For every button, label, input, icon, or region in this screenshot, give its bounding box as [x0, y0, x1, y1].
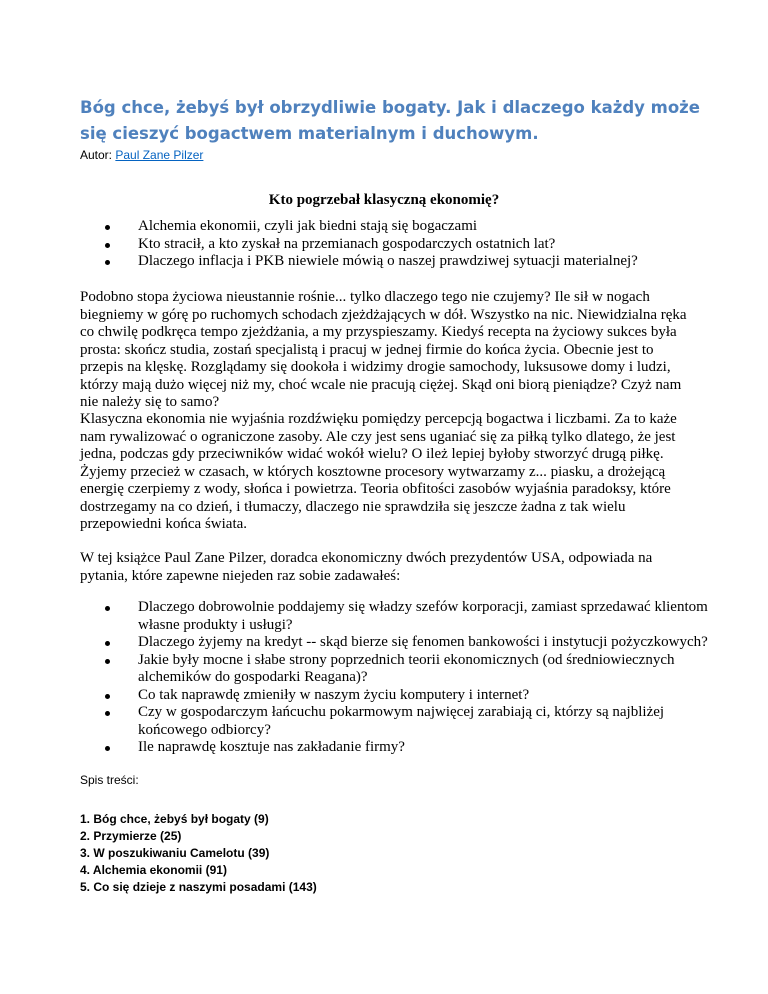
- list-item: Dlaczego dobrowolnie poddajemy się władzy szefów korporacji, zamiast sprzedawać klientom własne produkty i usługi?: [138, 599, 718, 634]
- toc-item: 2. Przymierze (25): [80, 829, 182, 843]
- paragraph: W tej książce Paul Zane Pilzer, doradca ekonomiczny dwóch prezydentów USA, odpowiada na pytania, które zapewne niejeden raz sobie zadawałeś:: [80, 550, 653, 584]
- author-line: [80, 147, 203, 163]
- list-item: Kto stracił, a kto zyskał na przemianach gospodarczych ostatnich lat?: [138, 236, 718, 254]
- toc-item: 3. W poszukiwaniu Camelotu (39): [80, 846, 270, 860]
- list-item: Dlaczego inflacja i PKB niewiele mówią o naszej prawdziwej sytuacji materialnej?: [138, 253, 718, 271]
- table-of-contents: [80, 811, 317, 896]
- toc-item: 1. Bóg chce, żebyś był bogaty (9): [80, 812, 269, 826]
- question-bullet-list: [80, 599, 718, 757]
- toc-label: Spis treści:: [80, 773, 139, 787]
- list-item: Ile naprawdę kosztuje nas zakładanie firmy?: [138, 739, 718, 757]
- paragraph: Podobno stopa życiowa nieustannie rośnie... tylko dlaczego tego nie czujemy? Ile sił w nogach biegniemy w górę po ruchomych schodach zjeżdżających w dół. Wszystko na nic. Niewidzialna ręka co chwilę podkręca tempo zjeżdżania, a my przyspieszamy. Kiedyś recepta na życiowy sukces była prosta: skończ studia, zostań specjalistą i pracuj w jednej firmie do końca życia. Obecnie jest to przepis na klęskę. Rozglądamy się dookoła i widzimy drogie samochody, luksusowe domy i ludzi, którzy mają dużo więcej niż my, choć wcale nie pracują ciężej. Skąd oni biorą pieniądze? Czyż nam nie należy się to samo?: [80, 289, 687, 410]
- document-title: Bóg chce, żebyś był obrzydliwie bogaty. Jak i dlaczego każdy może się cieszyć bogactwem materialnym i duchowym.: [80, 98, 700, 143]
- list-item: Co tak naprawdę zmieniły w naszym życiu komputery i internet?: [138, 687, 718, 705]
- list-item: Jakie były mocne i słabe strony poprzednich teorii ekonomicznych (od średniowiecznych alchemików do gospodarki Reagana)?: [138, 652, 718, 687]
- author-link[interactable]: Paul Zane Pilzer: [115, 148, 204, 162]
- list-item: Dlaczego żyjemy na kredyt -- skąd bierze się fenomen bankowości i instytucji pożyczkowych?: [138, 634, 718, 652]
- toc-item: 5. Co się dzieje z naszymi posadami (143): [80, 880, 317, 894]
- list-item: Alchemia ekonomii, czyli jak biedni stają się bogaczami: [138, 218, 718, 236]
- paragraph: Klasyczna ekonomia nie wyjaśnia rozdźwięku pomiędzy percepcją bogactwa i liczbami. Za to każe nam rywalizować o ograniczone zasoby. Ale czy jest sens uganiać się za piłką tylko dlatego, że jest jedna, podczas gdy przeciwników widać wokół wielu? O ileż lepiej byłoby stworzyć drugą piłkę. Żyjemy przecież w czasach, w których kosztowne procesory wytwarzamy z... piasku, a drożejącą energię czerpiemy z wody, słońca i powietrza. Teoria obfitości zasobów wyjaśnia paradoksy, które dostrzegamy na co dzień, i tłumaczy, dlaczego nie sprawdziła się jeszcze żadna z tak wielu przepowiedni końca świata.: [80, 411, 677, 532]
- toc-item: 4. Alchemia ekonomii (91): [80, 863, 227, 877]
- author-label: Autor:: [80, 148, 113, 162]
- intro-bullet-list: [80, 218, 718, 271]
- list-item: Czy w gospodarczym łańcuchu pokarmowym najwięcej zarabiają ci, którzy są najbliżej końcowego odbiorcy?: [138, 704, 718, 739]
- section-heading: Kto pogrzebał klasyczną ekonomię?: [268, 192, 500, 208]
